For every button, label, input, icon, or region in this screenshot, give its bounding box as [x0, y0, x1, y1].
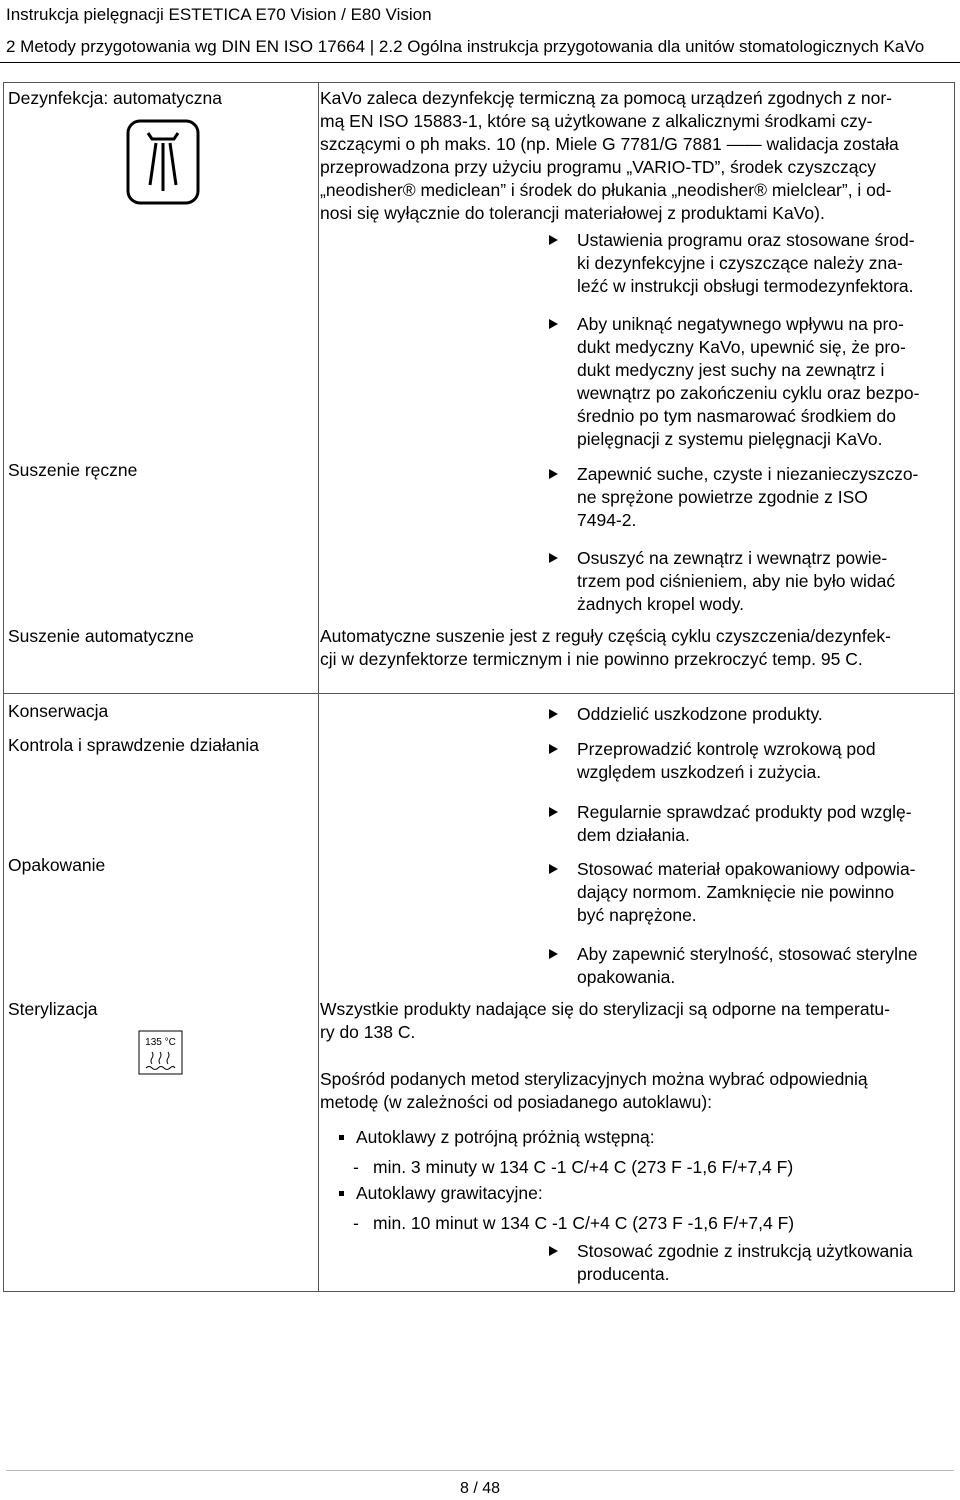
bullet-line: ne sprężone powietrze zgodnie z ISO — [577, 487, 868, 507]
square-bullet-icon — [339, 1135, 344, 1140]
method-detail-text: min. 3 minuty w 134 C -1 C/+4 C (273 F -1,6 F/+7,4 F) — [373, 1157, 794, 1177]
section-breadcrumb: 2 Metody przygotowania wg DIN EN ISO 17664 | 2.2 Ogólna instrukcja przygotowania dla unitów stomatologicznych KaVo — [6, 37, 925, 56]
bullet-line: Osuszyć na zewnątrz i wewnątrz powie- — [577, 548, 888, 568]
page-number: 8 / 48 — [459, 1480, 501, 1497]
bullet-item — [549, 313, 949, 451]
text-line: metodę (w zależności od posiadanego autoklawu): — [320, 1092, 713, 1112]
bullet-line: Ustawienia programu oraz stosowane środ- — [577, 230, 915, 250]
bullet-item — [549, 703, 949, 726]
bullet-item — [549, 738, 949, 784]
bullet-arrow-icon — [549, 319, 558, 329]
column-divider — [318, 694, 319, 1291]
sterilization-icon-text: 135 °C — [145, 1037, 176, 1048]
bullet-arrow-icon — [549, 235, 558, 245]
bullet-line: ki dezynfekcyjne i czyszczące należy zna- — [577, 253, 903, 273]
processing-table-2 — [3, 694, 955, 1292]
text-line: ry do 138 C. — [320, 1022, 416, 1042]
method-detail: - min. 10 minut w 134 C -1 C/+4 C (273 F -1,6 F/+7,4 F) — [353, 1213, 795, 1233]
bullet-arrow-icon — [549, 553, 558, 563]
bullet-line: wewnątrz po zakończeniu cyklu oraz bezpo- — [577, 383, 920, 403]
text-line: przeprowadzona przy użyciu programu „VARIO-TD”, środek czyszczący — [320, 157, 876, 177]
bullet-line: względem uszkodzeń i zużycia. — [577, 762, 822, 782]
bullet-line: dukt medyczny jest suchy na zewnątrz i — [577, 360, 885, 380]
bullet-line: Przeprowadzić kontrolę wzrokową pod — [577, 739, 876, 759]
sterilization-text-1 — [320, 998, 950, 1044]
row-label-automatic-drying: Suszenie automatyczne — [8, 626, 194, 646]
method-detail-text: min. 10 minut w 134 C -1 C/+4 C (273 F -1,6 F/+7,4 F) — [373, 1213, 795, 1233]
bullet-arrow-icon — [549, 469, 558, 479]
bullet-line: trzem pod ciśnieniem, aby nie było widać — [577, 571, 896, 591]
bullet-line: średnio po tym nasmarować środkiem do — [577, 406, 897, 426]
automatic-drying-text — [320, 625, 950, 671]
text-line: Spośród podanych metod sterylizacyjnych można wybrać odpowiednią — [320, 1069, 868, 1089]
bullet-arrow-icon — [549, 949, 558, 959]
bullet-line: producenta. — [577, 1264, 670, 1284]
text-line: Automatyczne suszenie jest z reguły częścią cyklu czyszczenia/dezynfek- — [320, 626, 891, 646]
row-label-sterilization: Sterylizacja — [8, 999, 98, 1019]
method-detail: - min. 3 minuty w 134 C -1 C/+4 C (273 F -1,6 F/+7,4 F) — [353, 1157, 794, 1177]
sterilization-135c-icon — [138, 1030, 183, 1075]
bullet-line: Regularnie sprawdzać produkty pod wzglę- — [577, 802, 912, 822]
bullet-item — [549, 943, 949, 989]
bullet-item — [549, 1240, 949, 1286]
footer-divider — [6, 1470, 954, 1471]
bullet-line: Zapewnić suche, czyste i niezanieczyszczo- — [577, 464, 919, 484]
bullet-line: dający normom. Zamknięcie nie powinno — [577, 882, 895, 902]
bullet-line: 7494-2. — [577, 510, 637, 530]
bullet-line: pielęgnacji z systemu pielęgnacji KaVo. — [577, 429, 883, 449]
bullet-arrow-icon — [549, 807, 558, 817]
row-label-packaging: Opakowanie — [8, 855, 106, 875]
bullet-line: być naprężone. — [577, 905, 697, 925]
page-header — [6, 2, 956, 58]
bullet-item — [549, 547, 949, 616]
bullet-line: dem działania. — [577, 825, 690, 845]
bullet-item — [549, 801, 949, 847]
column-divider — [318, 83, 319, 693]
spray-nozzle-icon — [126, 119, 200, 205]
text-line: cji w dezynfektorze termicznym i nie powinno przekroczyć temp. 95 C. — [320, 649, 863, 669]
text-line: mą EN ISO 15883-1, które są użytkowane z alkalicznymi środkami czy- — [320, 111, 873, 131]
bullet-arrow-icon — [549, 709, 558, 719]
method-item — [339, 1182, 543, 1205]
bullet-line: Aby uniknąć negatywnego wpływu na pro- — [577, 314, 904, 334]
bullet-item — [549, 229, 949, 298]
disinfection-text — [320, 87, 950, 225]
text-line: nosi się wyłącznie do tolerancji materiałowej z produktami KaVo). — [320, 203, 825, 223]
bullet-line: Stosować materiał opakowaniowy odpowia- — [577, 859, 916, 879]
bullet-item — [549, 463, 949, 532]
bullet-line: Aby zapewnić sterylność, stosować sterylne — [577, 944, 918, 964]
text-line: Wszystkie produkty nadające się do sterylizacji są odporne na temperatu- — [320, 999, 890, 1019]
text-line: „neodisher® mediclean” i środek do płukania „neodisher® mielclear”, i od- — [320, 180, 892, 200]
method-item — [339, 1126, 655, 1149]
document-title: Instrukcja pielęgnacji ESTETICA E70 Vision / E80 Vision — [6, 5, 432, 24]
bullet-line: leźć w instrukcji obsługi termodezynfektora. — [577, 276, 914, 296]
row-label-maintenance: Konserwacja — [8, 701, 109, 721]
text-line: szczącymi o ph maks. 10 (np. Miele G 7781/G 7881 —— walidacja została — [320, 134, 899, 154]
bullet-item — [549, 858, 949, 927]
bullet-line: żadnych kropel wody. — [577, 594, 744, 614]
bullet-arrow-icon — [549, 1246, 558, 1256]
method-name: Autoklawy grawitacyjne: — [356, 1183, 543, 1203]
bullet-line: opakowania. — [577, 967, 676, 987]
row-label-disinfection: Dezynfekcja: automatyczna — [8, 88, 222, 108]
method-name: Autoklawy z potrójną próżnią wstępną: — [356, 1127, 655, 1147]
text-line: KaVo zaleca dezynfekcję termiczną za pomocą urządzeń zgodnych z nor- — [320, 88, 892, 108]
header-divider — [0, 62, 960, 63]
bullet-line: Oddzielić uszkodzone produkty. — [577, 704, 823, 724]
square-bullet-icon — [339, 1191, 344, 1196]
row-label-manual-drying: Suszenie ręczne — [8, 460, 138, 480]
bullet-arrow-icon — [549, 864, 558, 874]
bullet-line: dukt medyczny KaVo, upewnić się, że pro- — [577, 337, 906, 357]
row-label-inspection: Kontrola i sprawdzenie działania — [8, 735, 259, 755]
bullet-line: Stosować zgodnie z instrukcją użytkowania — [577, 1241, 913, 1261]
processing-table-1 — [3, 82, 955, 694]
sterilization-text-2 — [320, 1068, 950, 1114]
bullet-arrow-icon — [549, 744, 558, 754]
